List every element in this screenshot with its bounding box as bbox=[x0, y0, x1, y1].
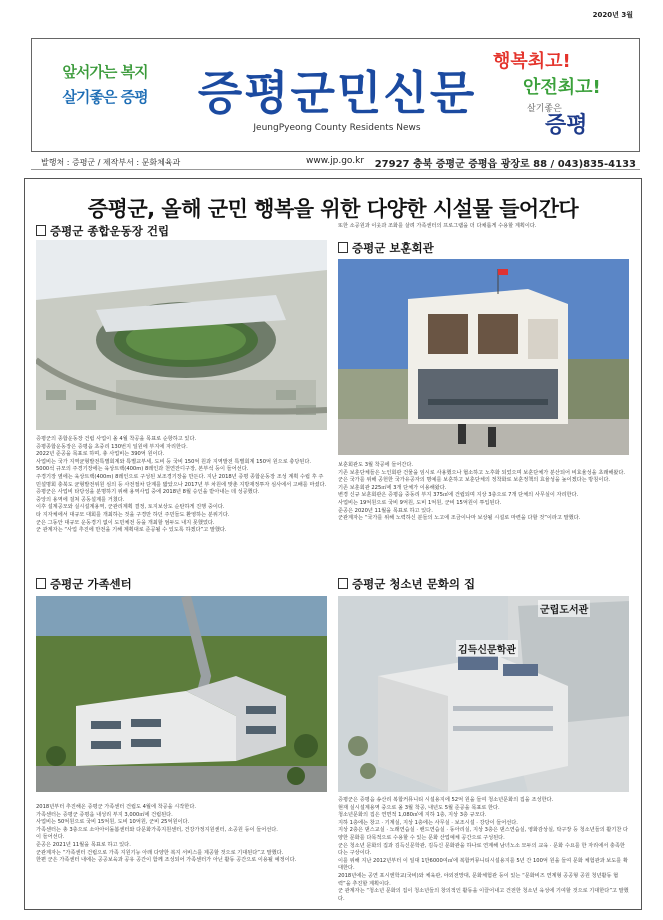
checkbox-square-icon bbox=[338, 242, 348, 253]
page-headline: 증평군, 올해 군민 행복을 위한 다양한 시설물 들어간다 bbox=[87, 197, 579, 221]
slogan-right-line2: 안전최고! bbox=[523, 77, 601, 98]
happiness-slogan-logo bbox=[493, 47, 631, 143]
youth-culture-house-rendering bbox=[338, 596, 629, 792]
slogan-right-line1: 행복최고! bbox=[493, 51, 571, 72]
contact-address: 27927 충북 증평군 증평읍 광장로 88 / 043)835-4133 bbox=[374, 159, 636, 170]
checkbox-square-icon bbox=[338, 578, 348, 589]
checkbox-square-icon bbox=[36, 578, 46, 589]
veterans-article-body: 보훈회관도 3월 착공에 들어간다. 기존 보훈단체들은 노인회관 건물을 임시로 사용했으나 협소하고 노후화 되었으며 보훈단체가 분산되어 비효율성을 초래해왔다. 군은 국가를 위해 공헌한 국가유공자의 명예를 보훈하고 보훈단체의 정착화로 보훈정책의 효율성을 높이겠다는 방침이다. 기존 보훈회관 225㎡에 3개 단체가 이용해왔다. 변경 신규 보훈회관은 증평읍 중동리 부지 375㎡에 건립되며 지상 3층으로 7개 단체의 사무실이 자리한다. 사업비는 19억원으로 국비 9억원, 도비 1억원, 군비 15억원이 투입된다. 준공은 2020년 11월을 목표로 하고 있다. 군관계자는 “국가를 위해 노력하신 분들의 노고에 조금이나마 보상될 시설로 마련을 다할 것”이라고 말했다. bbox=[338, 462, 626, 522]
library-label: 군립도서관 bbox=[538, 600, 590, 617]
publisher-info-bar bbox=[31, 154, 640, 170]
slogan-right-line4: 증평 bbox=[545, 113, 588, 138]
family-center-rendering bbox=[36, 596, 327, 792]
publisher-info: 발행처 : 증평군 / 제작부서 : 문화체육과 bbox=[41, 158, 181, 167]
family-article-body: 2018년부터 추진해온 증평군 가족센터 건립도 4월에 착공을 시작한다. 가족센터는 증평군 증평읍 내성리 부지 3,000㎡에 건립된다. 사업비는 50억원으로 국비 15억원, 도비 10억원, 군비 25억원이다. 가족센터는 총 3층으로 소아아이돌봄센터와 다문화가족지원센터, 건강가정지원센터, 소공원 등이 들어선다. 이 들어선다. 준공은 2021년 11월을 목표로 하고 있다. 군관계자는 “가족센터 건립으로 가족 지원기능 아래 다양한 복지 서비스를 제공할 것으로 기대된다”고 말했다. 한편 군은 가족센터 내에는 공공보육과 공유 공간이 함께 조성되어 가족센터가 아닌 활동 공간으로 이용될 예정이다. bbox=[36, 804, 297, 864]
slogan-right-line3: 살기좋은 bbox=[527, 104, 562, 114]
sports-article-body: 증평군의 종합운동장 건립 사업이 올 4월 착공을 목표로 순항하고 있다. 증평종합운동장은 증평읍 초중리 130번지 일원에 부지에 자리한다. 2022년 준공을 목표로 하며, 총 사업비는 390억 원이다. 사업비는 국가 지역균형발전특별회계와 특별교부세, 도비 등 국비 150억 원과 지역발전 특별회계 150억 원으로 충당된다. 5000석 규모의 주경기장에는 육상트랙(400m) 8레인과 천연잔디구장, 본부석 등이 들어선다. 주경기장 옆에는 육상트랙(400m) 8레인으로 구성된 보조경기장을 만든다. 지난 2018년 증평 종합운동장 조성 계획 수립 후 주민설명회 충북도 균형발전위원 심의 등 사전절차 단계를 밟았으나 2017년 부 차원에 맞춘 지방재정투자 심사에서 고배를 마셨다. 증평군은 사업비 타당성을 분명하기 위해 용역사업 중에 2018년 8월 승인을 받아내는 데 성공했다. 중앙의 용역에 걸쳐 공동설계를 거쳤다. 이후 설계공모와 실시설계용역, 군관리계획 결정, 토지보상도 순탄하게 진행 중이다. 타 지자체에서 대규모 대회를 개최하는 것을 구경만 하던 주민들도 환영하는 분위기다. 군은 그동안 대규모 운동경기 없이 도민체전 등을 개최할 엄두도 내지 못했었다. 군 관계자는 “사업 추진에 만전을 기해 계획대로 준공될 수 있도록 하겠다”고 말했다. bbox=[36, 436, 327, 534]
veterans-hall-rendering bbox=[338, 259, 629, 455]
slogan-left-line2: 살기좋은 증평 bbox=[62, 88, 148, 106]
website-link[interactable]: www.jp.go.kr bbox=[306, 156, 365, 166]
youth-article-body: 증평군은 증평읍 송산리 복합커뮤니티 시설용지에 52억 원을 들여 청소년문화의 집을 조성한다. 현재 실시설계용역 중으로 올 3월 착공, 내년도 5월 준공을 목표로 한다. 청소년문화의 집은 연면적 1,080㎡에 지하 1층, 지상 3층 규모다. 지하 1층에는 창고 · 기계실, 지상 1층에는 사무실 · 보조시설 · 강당이 들어선다. 지상 2층은 댄스교실 · 노래연습실 · 밴드연습실 · 동아리실, 지상 3층은 댄스연습실, 영화감상실, 탁구장 등 청소년들의 활기찬 다양한 문화를 다목적으로 수용할 수 있는 문화 산업예체 공간으로 구성된다. 군은 청소년 문화의 집과 김득신문학관, 김득신 문화관을 하나로 연계해 남녀노소 모두의 교육 · 문화 수요를 한 자리에서 충족한다는 구상이다. 이를 위해 지난 2012년부터 이 일대 1만6000여㎡에 복합커뮤니티시설용지를 5년 간 100억 원을 들여 문화 체험관과 보도를 확대한다. 2018년에는 공연 포시엔학교(국비)와 체육관, 야외전망대, 문화체험관 등이 있는 “문화비즈 연계형 공공형 공원 청년활동 협력”을 추진할 계획이다. 군 관계자는 “청소년 문화의 집이 청소년들의 창의적인 활동을 이끌어내고 건전한 청소년 육성에 기여할 것으로 기대한다”고 말했다. bbox=[338, 797, 629, 902]
county-slogan-logo bbox=[46, 61, 164, 131]
slogan-left-line1: 앞서가는 복지 bbox=[62, 63, 148, 81]
section-title-youth: 증평군 청소년 문화의 집 bbox=[338, 576, 475, 592]
literature-hall-label: 김득신문학관 bbox=[456, 640, 518, 657]
section-title-veterans: 증평군 보훈회관 bbox=[338, 240, 434, 256]
section-title-sports: 증평군 종합운동장 건립 bbox=[36, 223, 169, 239]
newspaper-subtitle: JeungPyeong County Residents News bbox=[253, 123, 421, 133]
continued-article-text: 또한 소공원과 이웃과 조화를 살려 가족센터의 프로그램을 더 다채롭게 수용할 계획이다. bbox=[338, 223, 537, 229]
checkbox-square-icon bbox=[36, 225, 46, 236]
masthead bbox=[31, 38, 640, 152]
issue-date: 2020년 3월 bbox=[592, 11, 633, 19]
newspaper-title: 증평군민신문 bbox=[197, 66, 477, 120]
section-title-family: 증평군 가족센터 bbox=[36, 576, 132, 592]
sports-complex-rendering bbox=[36, 240, 327, 430]
